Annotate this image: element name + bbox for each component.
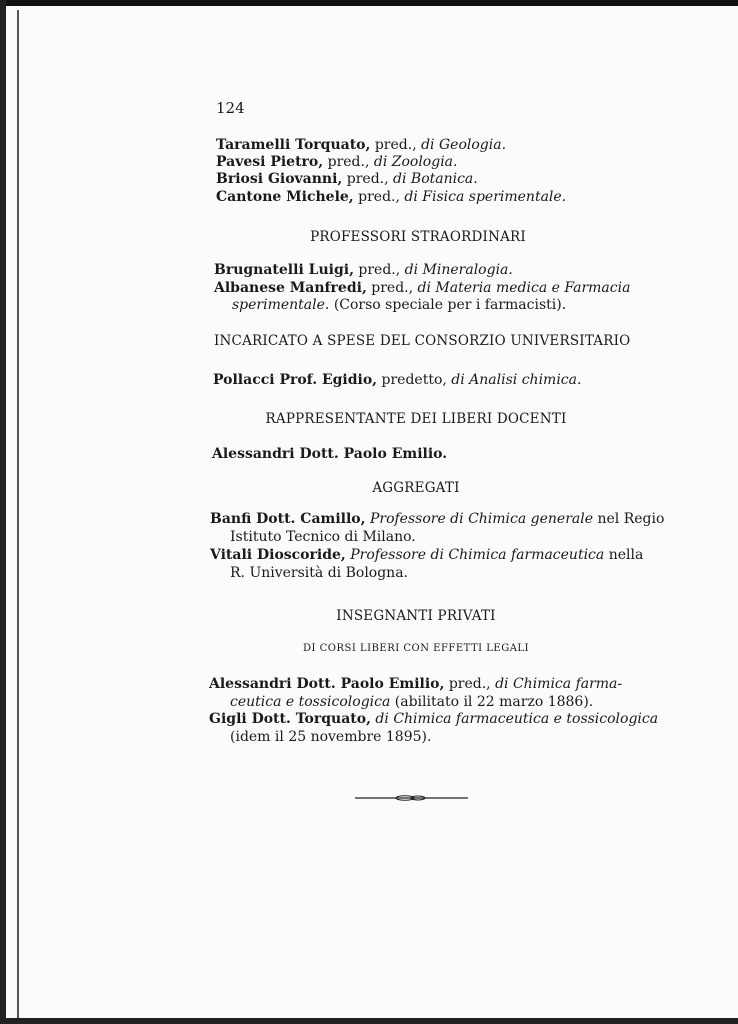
entry-alessandri-privato-line2 — [230, 694, 593, 711]
entry-subject: di Chimica farma- — [495, 676, 623, 692]
continuation-italic: sperimentale. — [232, 297, 330, 313]
entry-role: Professore di Chimica generale — [365, 511, 594, 527]
entry-banfi — [210, 511, 664, 528]
entry-name: Alessandri Dott. Paolo Emilio, — [209, 676, 445, 692]
ornamental-rule — [355, 795, 468, 801]
entry-role-normal: nella — [604, 547, 644, 563]
entry-title: pred., — [366, 280, 418, 296]
entry-taramelli — [216, 137, 506, 154]
entry-role-normal: nel Regio — [593, 511, 665, 527]
entry-gigli-line2: (idem il 25 novembre 1895). — [230, 729, 432, 745]
scan-edge-left — [0, 0, 6, 1024]
entry-brugnatelli — [214, 262, 513, 279]
entry-cantone — [216, 189, 566, 206]
entry-briosi — [216, 171, 478, 188]
entry-albanese-continuation — [232, 297, 566, 314]
entry-alessandri-privato — [209, 676, 622, 693]
entry-alessandri-rappresentante: Alessandri Dott. Paolo Emilio. — [212, 446, 448, 462]
entry-name: Banfi Dott. Camillo, — [210, 511, 366, 527]
entry-name: Cantone Michele, — [216, 189, 354, 205]
entry-subject: di Materia medica e Farmacia — [417, 280, 631, 296]
section-heading-incaricato: INCARICATO A SPESE DEL CONSORZIO UNIVERSITARIO — [214, 333, 631, 349]
entry-pavesi — [216, 154, 457, 171]
entry-name: Pavesi Pietro, — [216, 154, 324, 170]
entry-vitali-line2: R. Università di Bologna. — [230, 565, 408, 581]
entry-title: pred., — [353, 262, 405, 278]
entry-name: Taramelli Torquato, — [216, 137, 371, 153]
entry-subject: di Botanica. — [393, 171, 478, 187]
entry-name: Albanese Manfredi, — [214, 280, 367, 296]
entry-name: Vitali Dioscoride, — [210, 547, 346, 563]
entry-name: Briosi Giovanni, — [216, 171, 343, 187]
entry-title: pred., — [444, 676, 496, 692]
entry-pollacci — [213, 372, 581, 389]
continuation-normal: (Corso speciale per i farmacisti). — [329, 297, 567, 313]
entry-banfi-line2: Istituto Tecnico di Milano. — [230, 529, 416, 545]
entry-name: Brugnatelli Luigi, — [214, 262, 354, 278]
line2-normal: (abilitato il 22 marzo 1886). — [390, 694, 594, 710]
entry-subject: di Chimica farmaceutica e tossicologica — [370, 711, 659, 727]
page-number: 124 — [216, 99, 245, 117]
section-heading-privati: INSEGNANTI PRIVATI — [336, 608, 496, 624]
entry-subject: di Analisi chimica. — [451, 372, 582, 388]
entry-role: Professore di Chimica farmaceutica — [345, 547, 605, 563]
entry-subject: di Geologia. — [421, 137, 507, 153]
entry-name: Gigli Dott. Torquato, — [209, 711, 371, 727]
entry-title: predetto, — [377, 372, 452, 388]
entry-title: pred., — [370, 137, 422, 153]
scan-edge-bottom — [0, 1018, 738, 1024]
entry-subject: di Zoologia. — [373, 154, 458, 170]
entry-title: pred., — [342, 171, 394, 187]
entry-title: pred., — [353, 189, 405, 205]
line2-italic: ceutica e tossicologica — [230, 694, 391, 710]
scan-edge-top — [0, 0, 738, 6]
entry-gigli — [209, 711, 658, 728]
entry-subject: di Fisica sperimentale. — [404, 189, 567, 205]
section-heading-aggregati: AGGREGATI — [372, 480, 460, 496]
scan-binding-line — [17, 10, 19, 1020]
entry-vitali — [210, 547, 643, 564]
section-subheading-privati: DI CORSI LIBERI CON EFFETTI LEGALI — [302, 643, 530, 654]
entry-title: pred., — [323, 154, 374, 170]
entry-albanese — [214, 280, 630, 297]
entry-subject: di Mineralogia. — [404, 262, 513, 278]
section-heading-straordinari: PROFESSORI STRAORDINARI — [310, 229, 526, 245]
section-heading-rappresentante: RAPPRESENTANTE DEI LIBERI DOCENTI — [265, 411, 567, 427]
entry-name: Pollacci Prof. Egidio, — [213, 372, 378, 388]
